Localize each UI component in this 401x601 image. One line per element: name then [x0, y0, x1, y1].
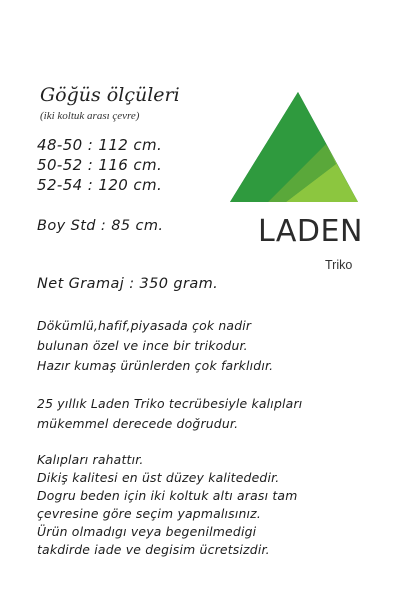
laden-triangle-logo-icon — [228, 92, 358, 204]
description-line: Dökümlü,hafif,piyasada çok nadir — [37, 318, 252, 333]
brand-subtitle: Triko — [325, 258, 353, 272]
experience-line: mükemmel derecede doğrudur. — [37, 416, 239, 431]
experience-line: 25 yıllık Laden Triko tecrübesiyle kalıpları — [37, 396, 303, 411]
note-line: Kalıpları rahattır. — [37, 452, 144, 467]
note-line: takdirde iade ve degisim ücretsizdir. — [37, 542, 270, 557]
description-line: Hazır kumaş ürünlerden çok farklıdır. — [37, 358, 274, 373]
chest-measurements-subtitle: (iki koltuk arası çevre) — [40, 110, 140, 122]
note-line: Dikiş kalitesi en üst düzey kalitededir. — [37, 470, 280, 485]
weight-info: Net Gramaj : 350 gram. — [37, 276, 219, 292]
note-line: Dogru beden için iki koltuk altı arası tam — [37, 488, 298, 503]
note-line: çevresine göre seçim yapmalısınız. — [37, 506, 262, 521]
size-row: 52-54 : 120 cm. — [37, 176, 163, 194]
note-line: Ürün olmadıgı veya begenilmedigi — [37, 524, 257, 539]
size-row: 50-52 : 116 cm. — [37, 156, 163, 174]
chest-measurements-title: Göğüs ölçüleri — [40, 84, 180, 106]
description-line: bulunan özel ve ince bir trikodur. — [37, 338, 248, 353]
length-info: Boy Std : 85 cm. — [37, 218, 164, 234]
size-row: 48-50 : 112 cm. — [37, 136, 163, 154]
brand-name: LADEN — [258, 214, 363, 249]
